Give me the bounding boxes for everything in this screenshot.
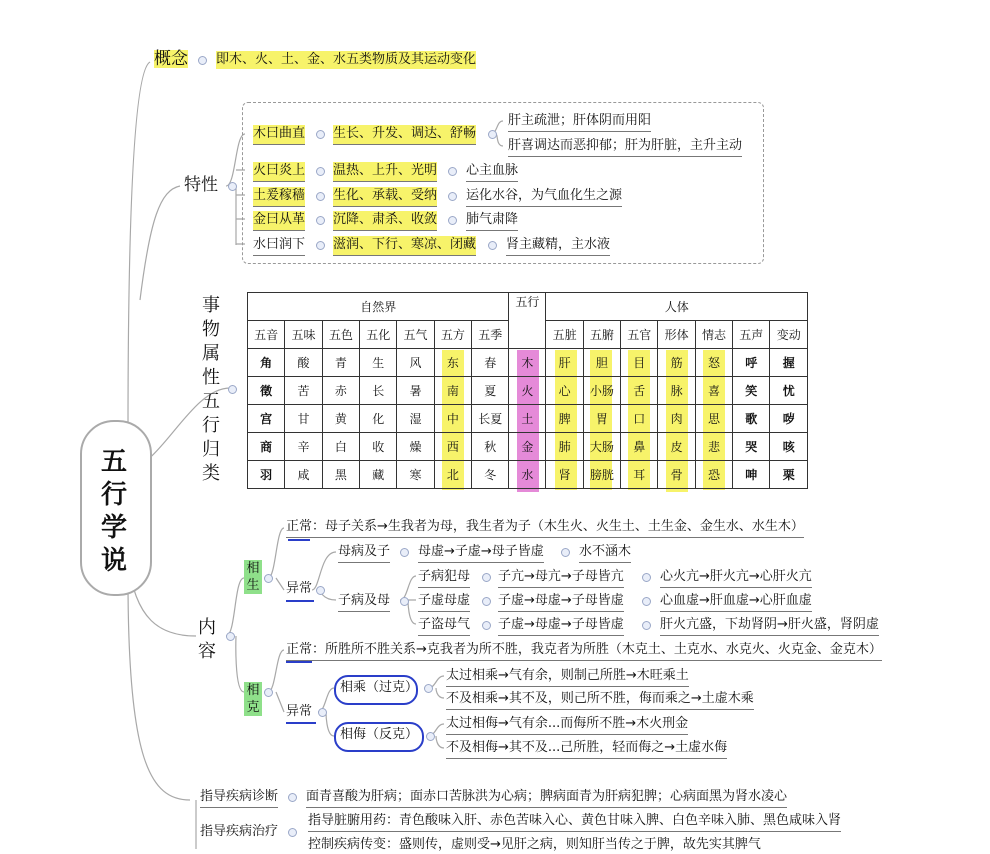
trait-desc-wood: 生长、升发、调达、舒畅 <box>333 125 476 145</box>
table-cell: 脉 <box>658 377 695 405</box>
table-cell: 春 <box>472 349 509 377</box>
collapse-toggle-icon[interactable] <box>264 688 273 697</box>
table-cell: 赤 <box>322 377 359 405</box>
table-cell: 脾 <box>546 405 583 433</box>
collapse-toggle-icon[interactable] <box>642 597 651 606</box>
concept-text: 即木、火、土、金、水五类物质及其运动变化 <box>216 52 477 67</box>
trait-name-fire: 火曰炎上 <box>253 162 305 182</box>
table-cell: 喜 <box>695 377 732 405</box>
mubing-text: 母虚→子虚→母子皆虚 <box>418 543 544 563</box>
trait-name-metal: 金曰从革 <box>253 211 305 231</box>
column-header: 形体 <box>658 321 695 349</box>
column-header: 五声 <box>733 321 770 349</box>
traits-frame <box>242 102 764 264</box>
table-row <box>248 377 808 405</box>
label-char: 行 <box>202 415 220 436</box>
collapse-toggle-icon[interactable] <box>288 793 297 802</box>
table-cell: 甘 <box>285 405 322 433</box>
table-cell: 水 <box>509 461 546 489</box>
label-char: 事 <box>202 295 220 316</box>
table-cell: 膀胱 <box>583 461 620 489</box>
column-header: 五色 <box>322 321 359 349</box>
table-cell: 呻 <box>733 461 770 489</box>
trait-desc-earth: 生化、承载、受纳 <box>333 187 437 207</box>
collapse-toggle-icon[interactable] <box>400 597 409 606</box>
table-cell: 羽 <box>248 461 285 489</box>
label-char: 性 <box>202 367 220 388</box>
wu-item: 太过相侮→气有余...而侮所不胜→木火刑金 <box>446 715 688 735</box>
collapse-toggle-icon[interactable] <box>228 385 237 394</box>
table-cell: 木 <box>509 349 546 377</box>
trait-name-earth: 土爰稼穑 <box>253 187 305 207</box>
classification-label[interactable] <box>200 294 222 486</box>
table-row <box>248 461 808 489</box>
collapse-toggle-icon[interactable] <box>400 548 409 557</box>
collapse-toggle-icon[interactable] <box>448 167 457 176</box>
table-cell: 呼 <box>733 349 770 377</box>
table-cell: 北 <box>434 461 471 489</box>
table-cell: 黄 <box>322 405 359 433</box>
zhiliao-item: 指导脏腑用药：青色酸味入肝、赤色苦味入心、黄色甘味入脾、白色辛味入肺、黑色咸味入肾 <box>308 812 841 832</box>
concept-label[interactable]: 概念 <box>154 49 188 69</box>
table-cell: 目 <box>621 349 658 377</box>
wu-item: 不及相侮→其不及...己所胜，轻而侮之→土虚水侮 <box>446 739 727 759</box>
zhiliao-label[interactable]: 指导疾病治疗 <box>200 824 279 839</box>
label-char: 物 <box>202 319 220 340</box>
table-cell: 燥 <box>397 433 434 461</box>
trait-note-wood-1: 肝主疏泄；肝体阴而用阳 <box>508 112 651 132</box>
column-header: 五音 <box>248 321 285 349</box>
table-cell: 藏 <box>360 461 397 489</box>
collapse-toggle-icon[interactable] <box>288 828 297 837</box>
zibing-item-example: 心火亢→肝火亢→心肝火亢 <box>660 568 812 588</box>
table-cell: 哭 <box>733 433 770 461</box>
traits-label[interactable]: 特性 <box>184 175 218 195</box>
zibing-item-name: 子盗母气 <box>418 616 470 636</box>
collapse-toggle-icon[interactable] <box>448 216 457 225</box>
wu-label[interactable]: 相侮（反克） <box>340 727 419 742</box>
ink-underline <box>286 600 314 602</box>
table-cell: 辛 <box>285 433 322 461</box>
table-cell: 舌 <box>621 377 658 405</box>
table-cell: 思 <box>695 405 732 433</box>
trait-note-earth: 运化水谷，为气血化生之源 <box>466 187 622 207</box>
center-title: 五行学说 <box>100 447 127 576</box>
collapse-toggle-icon[interactable] <box>318 708 327 717</box>
table-row <box>248 433 808 461</box>
xiangke-abnormal[interactable]: 异常 <box>286 704 313 719</box>
group-header-nature: 自然界 <box>248 293 509 321</box>
ink-underline <box>286 722 316 724</box>
ink-underline <box>286 661 312 663</box>
collapse-toggle-icon[interactable] <box>198 56 207 65</box>
table-cell: 西 <box>434 433 471 461</box>
table-cell: 风 <box>397 349 434 377</box>
mubing-example: 水不涵木 <box>579 543 631 563</box>
table-cell: 恐 <box>695 461 732 489</box>
table-cell: 火 <box>509 377 546 405</box>
zhenduan-text: 面青喜酸为肝病；面赤口苦脉洪为心病；脾病面青为肝病犯脾；心病面黑为肾水凌心 <box>306 788 787 808</box>
zibing-item-chain: 子亢→母亢→子母皆亢 <box>498 568 624 588</box>
xiangsheng-abnormal[interactable]: 异常 <box>286 581 313 596</box>
collapse-toggle-icon[interactable] <box>424 684 433 693</box>
table-cell: 角 <box>248 349 285 377</box>
table-cell: 栗 <box>770 461 808 489</box>
table-body <box>248 349 808 489</box>
table-cell: 筋 <box>658 349 695 377</box>
table-cell: 耳 <box>621 461 658 489</box>
table-cell: 暑 <box>397 377 434 405</box>
collapse-toggle-icon[interactable] <box>488 241 497 250</box>
table-cell: 夏 <box>472 377 509 405</box>
collapse-toggle-icon[interactable] <box>316 167 325 176</box>
trait-desc-water: 滋润、下行、寒凉、闭藏 <box>333 236 476 256</box>
table-cell: 口 <box>621 405 658 433</box>
collapse-toggle-icon[interactable] <box>264 574 273 583</box>
table-cell: 咸 <box>285 461 322 489</box>
table-cell: 秋 <box>472 433 509 461</box>
table-cell: 小肠 <box>583 377 620 405</box>
zhiliao-item: 控制疾病传变：盛则传，虚则受→见肝之病，则知肝当传之于脾，故先实其脾气 <box>308 837 761 852</box>
trait-note-metal: 肺气肃降 <box>466 211 518 231</box>
table-cell: 长夏 <box>472 405 509 433</box>
table-cell: 胆 <box>583 349 620 377</box>
zibing-item-name: 子虚母虚 <box>418 592 470 612</box>
collapse-toggle-icon[interactable] <box>316 586 325 595</box>
collapse-toggle-icon[interactable] <box>316 130 325 139</box>
zibing-item-chain: 子虚→母虚→子母皆虚 <box>498 616 624 636</box>
collapse-toggle-icon[interactable] <box>316 241 325 250</box>
zhenduan-label[interactable]: 指导疾病诊断 <box>200 788 278 808</box>
table-cell: 酸 <box>285 349 322 377</box>
collapse-toggle-icon[interactable] <box>482 597 491 606</box>
column-header: 五化 <box>360 321 397 349</box>
column-header: 五气 <box>397 321 434 349</box>
column-header: 五脏 <box>546 321 583 349</box>
trait-note-fire: 心主血脉 <box>466 162 518 182</box>
table-cell: 咳 <box>770 433 808 461</box>
table-cell: 白 <box>322 433 359 461</box>
label-char: 五 <box>202 391 220 412</box>
xiangsheng-label[interactable]: 相生 <box>244 560 262 594</box>
trait-note-wood-2: 肝喜调达而恶抑郁；肝为肝脏，主升主动 <box>508 137 742 157</box>
collapse-toggle-icon[interactable] <box>561 548 570 557</box>
zibing-item-chain: 子虚→母虚→子母皆虚 <box>498 592 624 612</box>
collapse-toggle-icon[interactable] <box>316 216 325 225</box>
zibing-item-example: 肝火亢盛，下劫肾阴→肝火盛，肾阴虚 <box>660 616 879 636</box>
group-header-body: 人体 <box>546 293 808 321</box>
trait-note-water: 肾主藏精，主水液 <box>506 236 610 256</box>
table-cell: 苦 <box>285 377 322 405</box>
table-cell: 肝 <box>546 349 583 377</box>
column-header: 五季 <box>472 321 509 349</box>
collapse-toggle-icon[interactable] <box>488 130 497 139</box>
column-header: 五方 <box>434 321 471 349</box>
zibing-item-name: 子病犯母 <box>418 568 470 588</box>
trait-desc-fire: 温热、上升、光明 <box>333 162 437 182</box>
table-cell: 南 <box>434 377 471 405</box>
table-cell: 怒 <box>695 349 732 377</box>
table-cell: 肺 <box>546 433 583 461</box>
table-cell: 笑 <box>733 377 770 405</box>
collapse-toggle-icon[interactable] <box>228 182 237 191</box>
table-cell: 青 <box>322 349 359 377</box>
collapse-toggle-icon[interactable] <box>642 621 651 630</box>
table-cell: 哕 <box>770 405 808 433</box>
table-cell: 徵 <box>248 377 285 405</box>
zibing-item-example: 心血虚→肝血虚→心肝血虚 <box>660 592 812 612</box>
table-cell: 胃 <box>583 405 620 433</box>
table-cell: 湿 <box>397 405 434 433</box>
collapse-toggle-icon[interactable] <box>426 732 435 741</box>
xiangsheng-normal: 正常：母子关系→生我者为母，我生者为子（木生火、火生土、土生金、金生水、水生木） <box>286 518 804 538</box>
collapse-toggle-icon[interactable] <box>482 621 491 630</box>
table-row <box>248 405 808 433</box>
table-cell: 土 <box>509 405 546 433</box>
label-char: 属 <box>202 343 220 364</box>
trait-name-water: 水曰润下 <box>253 236 305 256</box>
column-header: 五官 <box>621 321 658 349</box>
table-cell: 宫 <box>248 405 285 433</box>
label-char: 类 <box>202 463 220 484</box>
ink-underline <box>288 539 310 541</box>
table-cell: 收 <box>360 433 397 461</box>
table-cell: 皮 <box>658 433 695 461</box>
table-cell: 黑 <box>322 461 359 489</box>
table-row <box>248 349 808 377</box>
collapse-toggle-icon[interactable] <box>226 632 235 641</box>
table-cell: 歌 <box>733 405 770 433</box>
table-cell: 大肠 <box>583 433 620 461</box>
column-header: 五腑 <box>583 321 620 349</box>
column-header: 变动 <box>770 321 808 349</box>
table-cell: 长 <box>360 377 397 405</box>
table-cell: 心 <box>546 377 583 405</box>
table-cell: 中 <box>434 405 471 433</box>
collapse-toggle-icon[interactable] <box>448 192 457 201</box>
table-cell: 肉 <box>658 405 695 433</box>
table-cell: 金 <box>509 433 546 461</box>
table-cell: 冬 <box>472 461 509 489</box>
group-header-wuxing: 五行 <box>509 293 546 349</box>
collapse-toggle-icon[interactable] <box>316 192 325 201</box>
table-cell: 生 <box>360 349 397 377</box>
cheng-item: 太过相乘→气有余，则制己所胜→木旺乘土 <box>446 667 689 687</box>
table-cell: 肾 <box>546 461 583 489</box>
table-cell: 寒 <box>397 461 434 489</box>
collapse-toggle-icon[interactable] <box>482 573 491 582</box>
label-char: 归 <box>202 439 220 460</box>
mubing-label: 母病及子 <box>338 543 390 563</box>
table-cell: 鼻 <box>621 433 658 461</box>
classification-table <box>247 292 808 489</box>
xiangke-normal: 正常：所胜所不胜关系→克我者为所不胜，我克者为所胜（木克土、土克水、水克火、火克金、金克木） <box>286 641 882 661</box>
table-cell: 东 <box>434 349 471 377</box>
column-header: 情志 <box>695 321 732 349</box>
trait-name-wood: 木曰曲直 <box>253 125 305 145</box>
table-cell: 握 <box>770 349 808 377</box>
zibing-label: 子病及母 <box>338 592 390 612</box>
trait-desc-metal: 沉降、肃杀、收敛 <box>333 211 437 231</box>
column-header: 五味 <box>285 321 322 349</box>
collapse-toggle-icon[interactable] <box>642 573 651 582</box>
table-cell: 商 <box>248 433 285 461</box>
table-cell: 骨 <box>658 461 695 489</box>
content-label[interactable]: 内容 <box>198 617 216 662</box>
table-cell: 悲 <box>695 433 732 461</box>
xiangke-label[interactable]: 相克 <box>244 682 262 716</box>
cheng-label[interactable]: 相乘（过克） <box>340 680 419 695</box>
cheng-item: 不及相乘→其不及，则己所不胜，侮而乘之→土虚木乘 <box>446 690 754 710</box>
table-cell: 化 <box>360 405 397 433</box>
table-cell: 忧 <box>770 377 808 405</box>
